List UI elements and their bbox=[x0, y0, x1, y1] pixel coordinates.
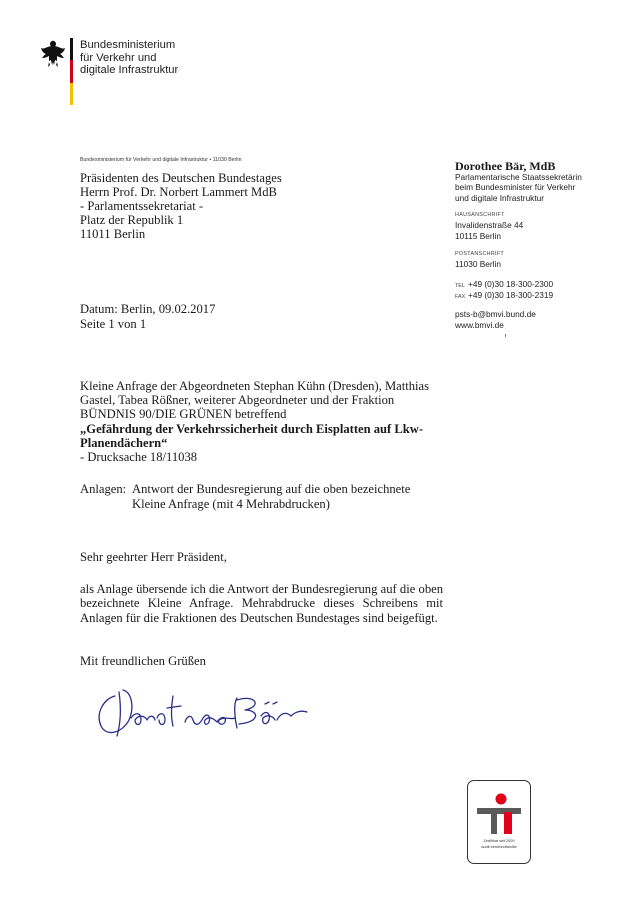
ministry-line: digitale Infrastruktur bbox=[80, 64, 179, 76]
email-link[interactable]: psts-b@bmvi.bund.de bbox=[455, 309, 536, 319]
postal-address-city: 11030 Berlin bbox=[455, 259, 501, 269]
body-paragraph: als Anlage übersende ich die Antwort der Bundesregierung auf die oben bezeichnete Kleine Anfrage. Mehrabdrucke dieses Schreibens mit Anlagen für die Fraktionen des Deutschen Bundestages sind beigefügt. bbox=[80, 582, 443, 625]
ministry-name bbox=[80, 39, 178, 77]
sender-title bbox=[455, 172, 582, 203]
attachments-label: Anlagen: bbox=[80, 482, 127, 496]
website-link[interactable]: www.bmvi.de bbox=[455, 320, 504, 330]
subject-title-line: Planendächern“ bbox=[80, 435, 168, 450]
recipient-line: - Parlamentssekretariat - bbox=[80, 199, 204, 213]
recipient-line: 11011 Berlin bbox=[80, 227, 146, 241]
salutation: Sehr geehrter Herr Präsident, bbox=[80, 550, 227, 564]
recipient-address bbox=[80, 171, 282, 241]
telephone-number: +49 (0)30 18-300-2300 bbox=[468, 279, 554, 289]
attachments-text bbox=[132, 482, 410, 511]
closing: Mit freundlichen Grüßen bbox=[80, 654, 206, 668]
fax-label: FAX bbox=[455, 294, 466, 300]
subject-reference: - Drucksache 18/11038 bbox=[80, 450, 198, 465]
fax-number: +49 (0)30 18-300-2319 bbox=[468, 290, 554, 300]
ministry-line: Bundesministerium bbox=[80, 39, 176, 51]
subject-line: Kleine Anfrage der Abgeordneten Stephan Kühn (Dresden), Matthias bbox=[80, 379, 430, 393]
recipient-line: Herrn Prof. Dr. Norbert Lammert MdB bbox=[80, 185, 277, 199]
sender-title-line: beim Bundesminister für Verkehr bbox=[455, 182, 576, 193]
telephone-label: TEL bbox=[455, 283, 465, 289]
sender-title-line: Parlamentarische Staatssekretärin bbox=[455, 172, 582, 182]
sender-name: Dorothee Bär, MdB bbox=[455, 159, 556, 173]
letter-date: Datum: Berlin, 09.02.2017 bbox=[80, 302, 216, 316]
flag-bar-gold bbox=[70, 83, 73, 105]
page-number: Seite 1 von 1 bbox=[80, 316, 147, 331]
subject-line: BÜNDNIS 90/DIE GRÜNEN betreffend bbox=[80, 407, 287, 422]
audit-logo-icon bbox=[477, 791, 521, 835]
subject-line: Gastel, Tabea Rößner, weiterer Abgeordneter und der Fraktion bbox=[80, 393, 395, 408]
sender-title-line: und digitale Infrastruktur bbox=[455, 192, 545, 203]
certificate-text-since: Zertifikat seit 2009 bbox=[483, 839, 515, 843]
house-address-label: HAUSANSCHRIFT bbox=[455, 212, 505, 218]
ministry-line: für Verkehr und bbox=[80, 51, 157, 64]
subject-title-line: „Gefährdung der Verkehrssicherheit durch Eisplatten auf Lkw- bbox=[80, 421, 424, 436]
handwritten-signature bbox=[85, 682, 325, 742]
certificate-text-audit: audit berufundfamilie bbox=[481, 845, 517, 849]
postal-address-label: POSTANSCHRIFT bbox=[455, 251, 505, 257]
sender-return-line: Bundesministerium für Verkehr und digitale Infrastruktur • 11030 Berlin bbox=[80, 157, 242, 163]
flag-bar-red bbox=[70, 60, 73, 83]
house-address-street: Invalidenstraße 44 bbox=[455, 220, 524, 230]
federal-eagle-icon bbox=[40, 38, 66, 68]
recipient-line: Platz der Republik 1 bbox=[80, 213, 184, 227]
scan-mark bbox=[505, 334, 506, 337]
attachments-line: Kleine Anfrage (mit 4 Mehrabdrucken) bbox=[132, 496, 330, 511]
house-address-city: 10115 Berlin bbox=[455, 231, 501, 241]
flag-bar-black bbox=[70, 38, 73, 60]
fax bbox=[455, 290, 553, 302]
subject-block bbox=[80, 379, 440, 464]
family-audit-certificate bbox=[467, 780, 531, 864]
recipient-line: Präsidenten des Deutschen Bundestages bbox=[80, 171, 282, 185]
date-block bbox=[80, 302, 215, 331]
attachments-line: Antwort der Bundesregierung auf die oben bezeichnete bbox=[132, 482, 411, 496]
